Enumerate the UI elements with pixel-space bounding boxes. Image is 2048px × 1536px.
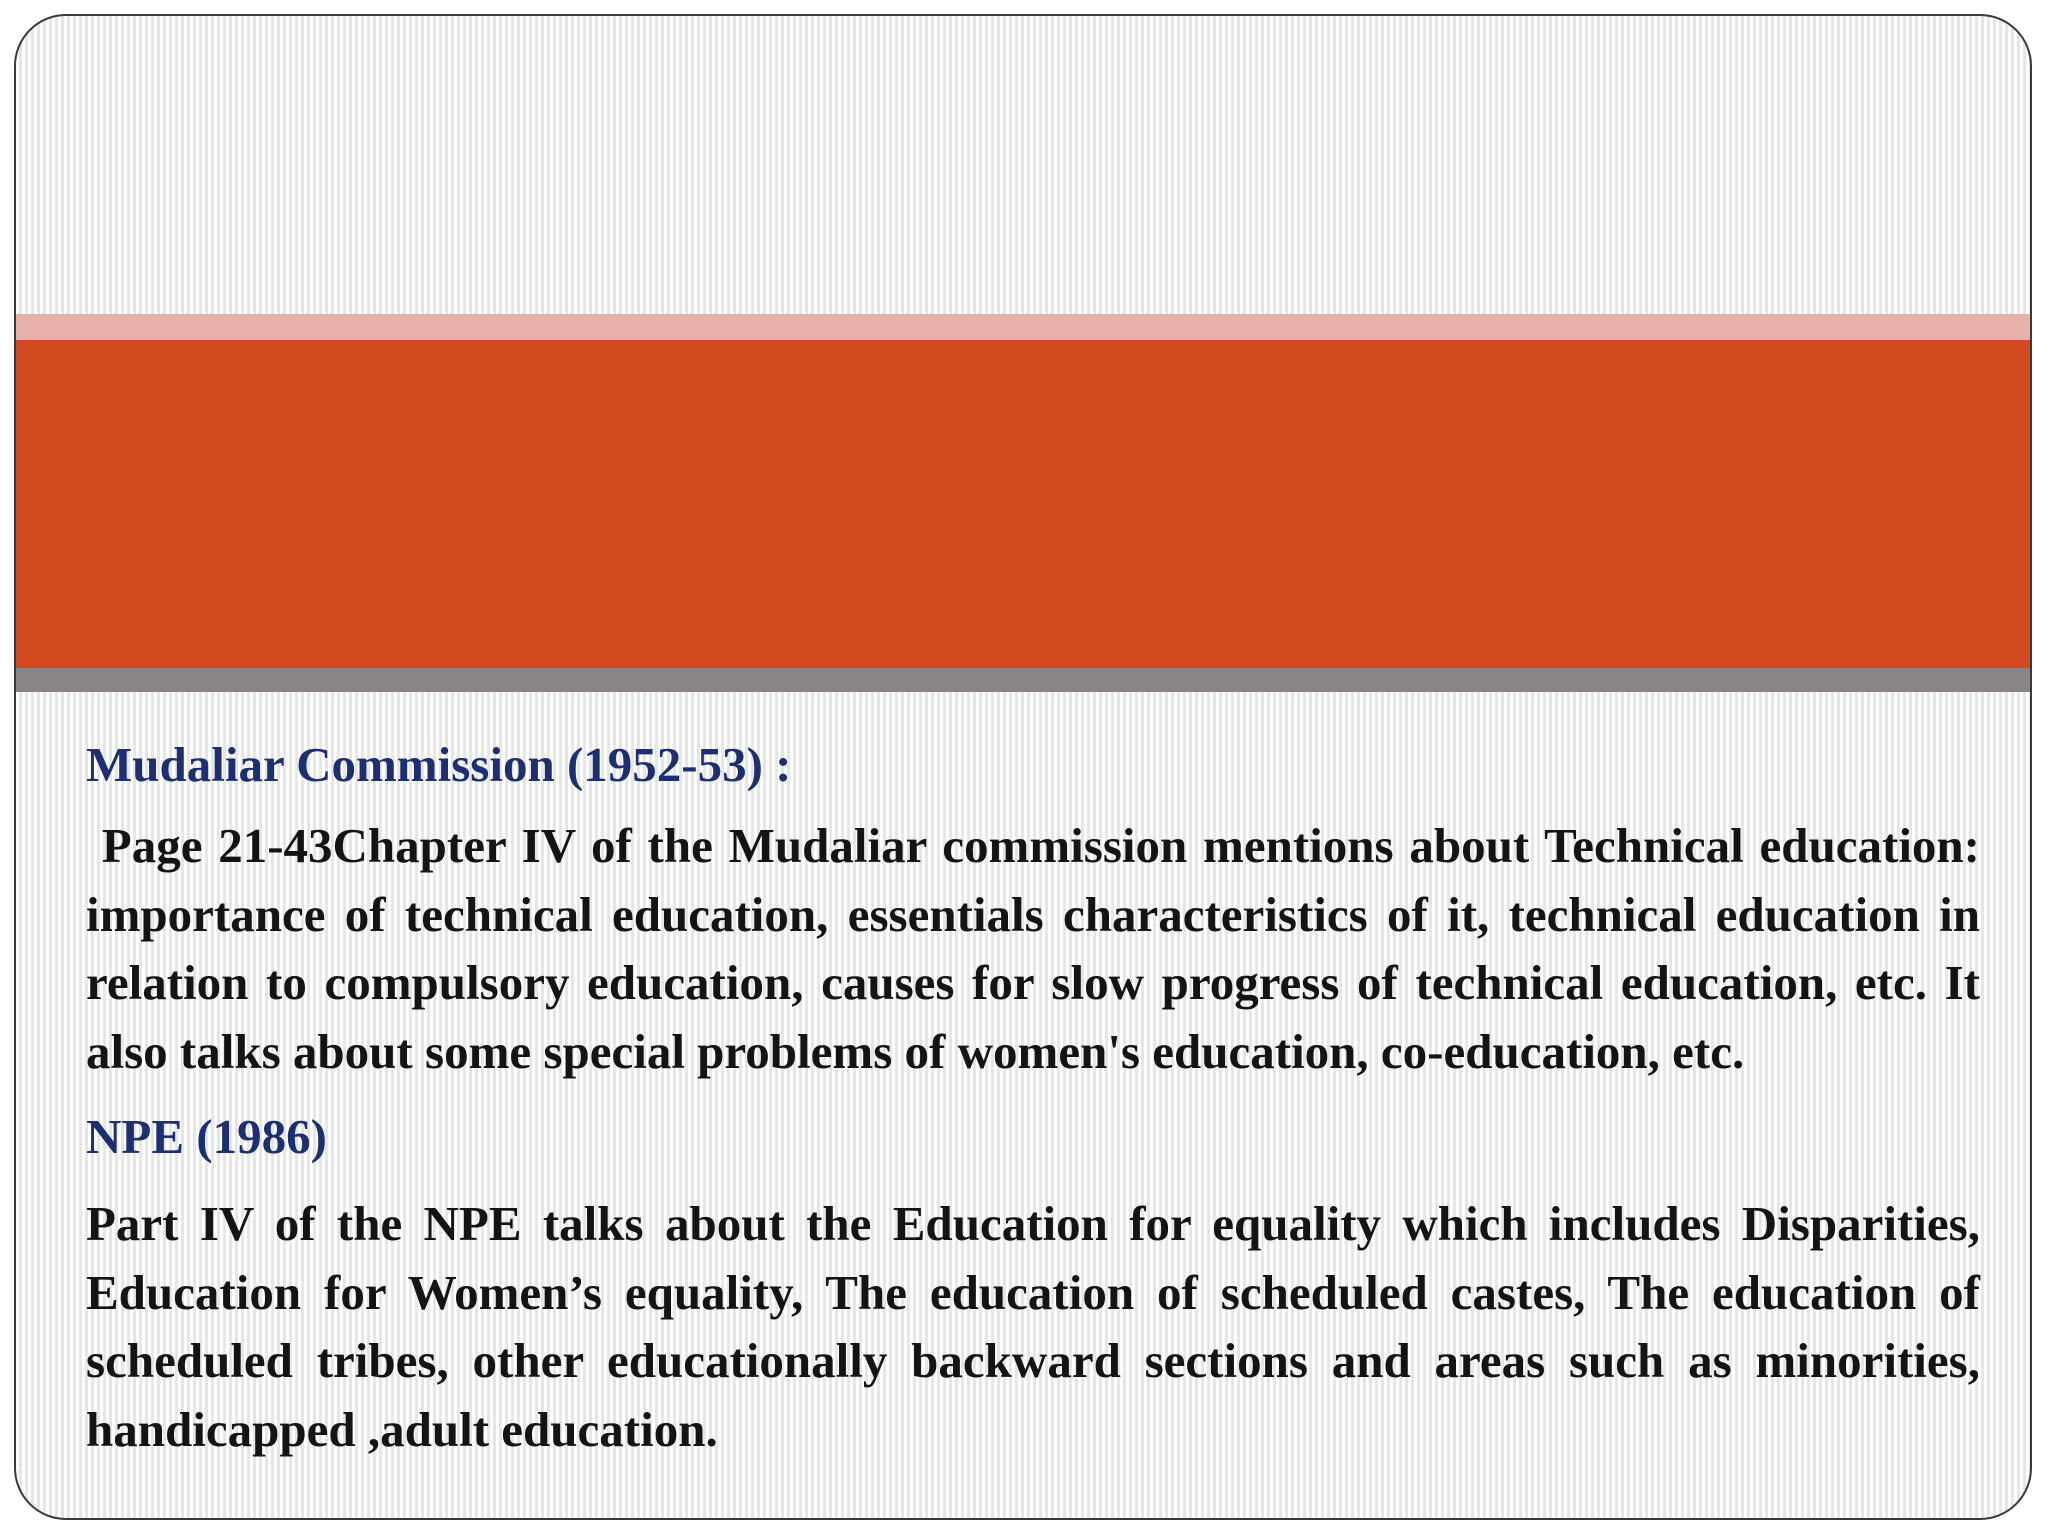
npe-body: Part IV of the NPE talks about the Education for equality which includes Disparities, Education for Women’s equality, The education of scheduled castes, The education of scheduled tribes, other educationally backward sections and areas such as minorities, handicapped ,adult education. [86,1196,1980,1457]
slide-content [86,724,1980,1464]
title-band-top-stripe [16,314,2030,340]
title-band [16,340,2030,668]
slide [14,14,2032,1520]
npe-heading: NPE (1986) [86,1109,327,1164]
mudaliar-commission-body: Page 21-43Chapter IV of the Mudaliar commission mentions about Technical education: importance of technical education, essentials characteristics of it, technical education in relation to compulsory education, causes for slow progress of technical education, etc. It also talks about some special problems of women's education, co-education, etc. [86,818,1980,1079]
title-band-bottom-stripe [16,668,2030,692]
mudaliar-commission-heading: Mudaliar Commission (1952-53) : [86,737,792,792]
